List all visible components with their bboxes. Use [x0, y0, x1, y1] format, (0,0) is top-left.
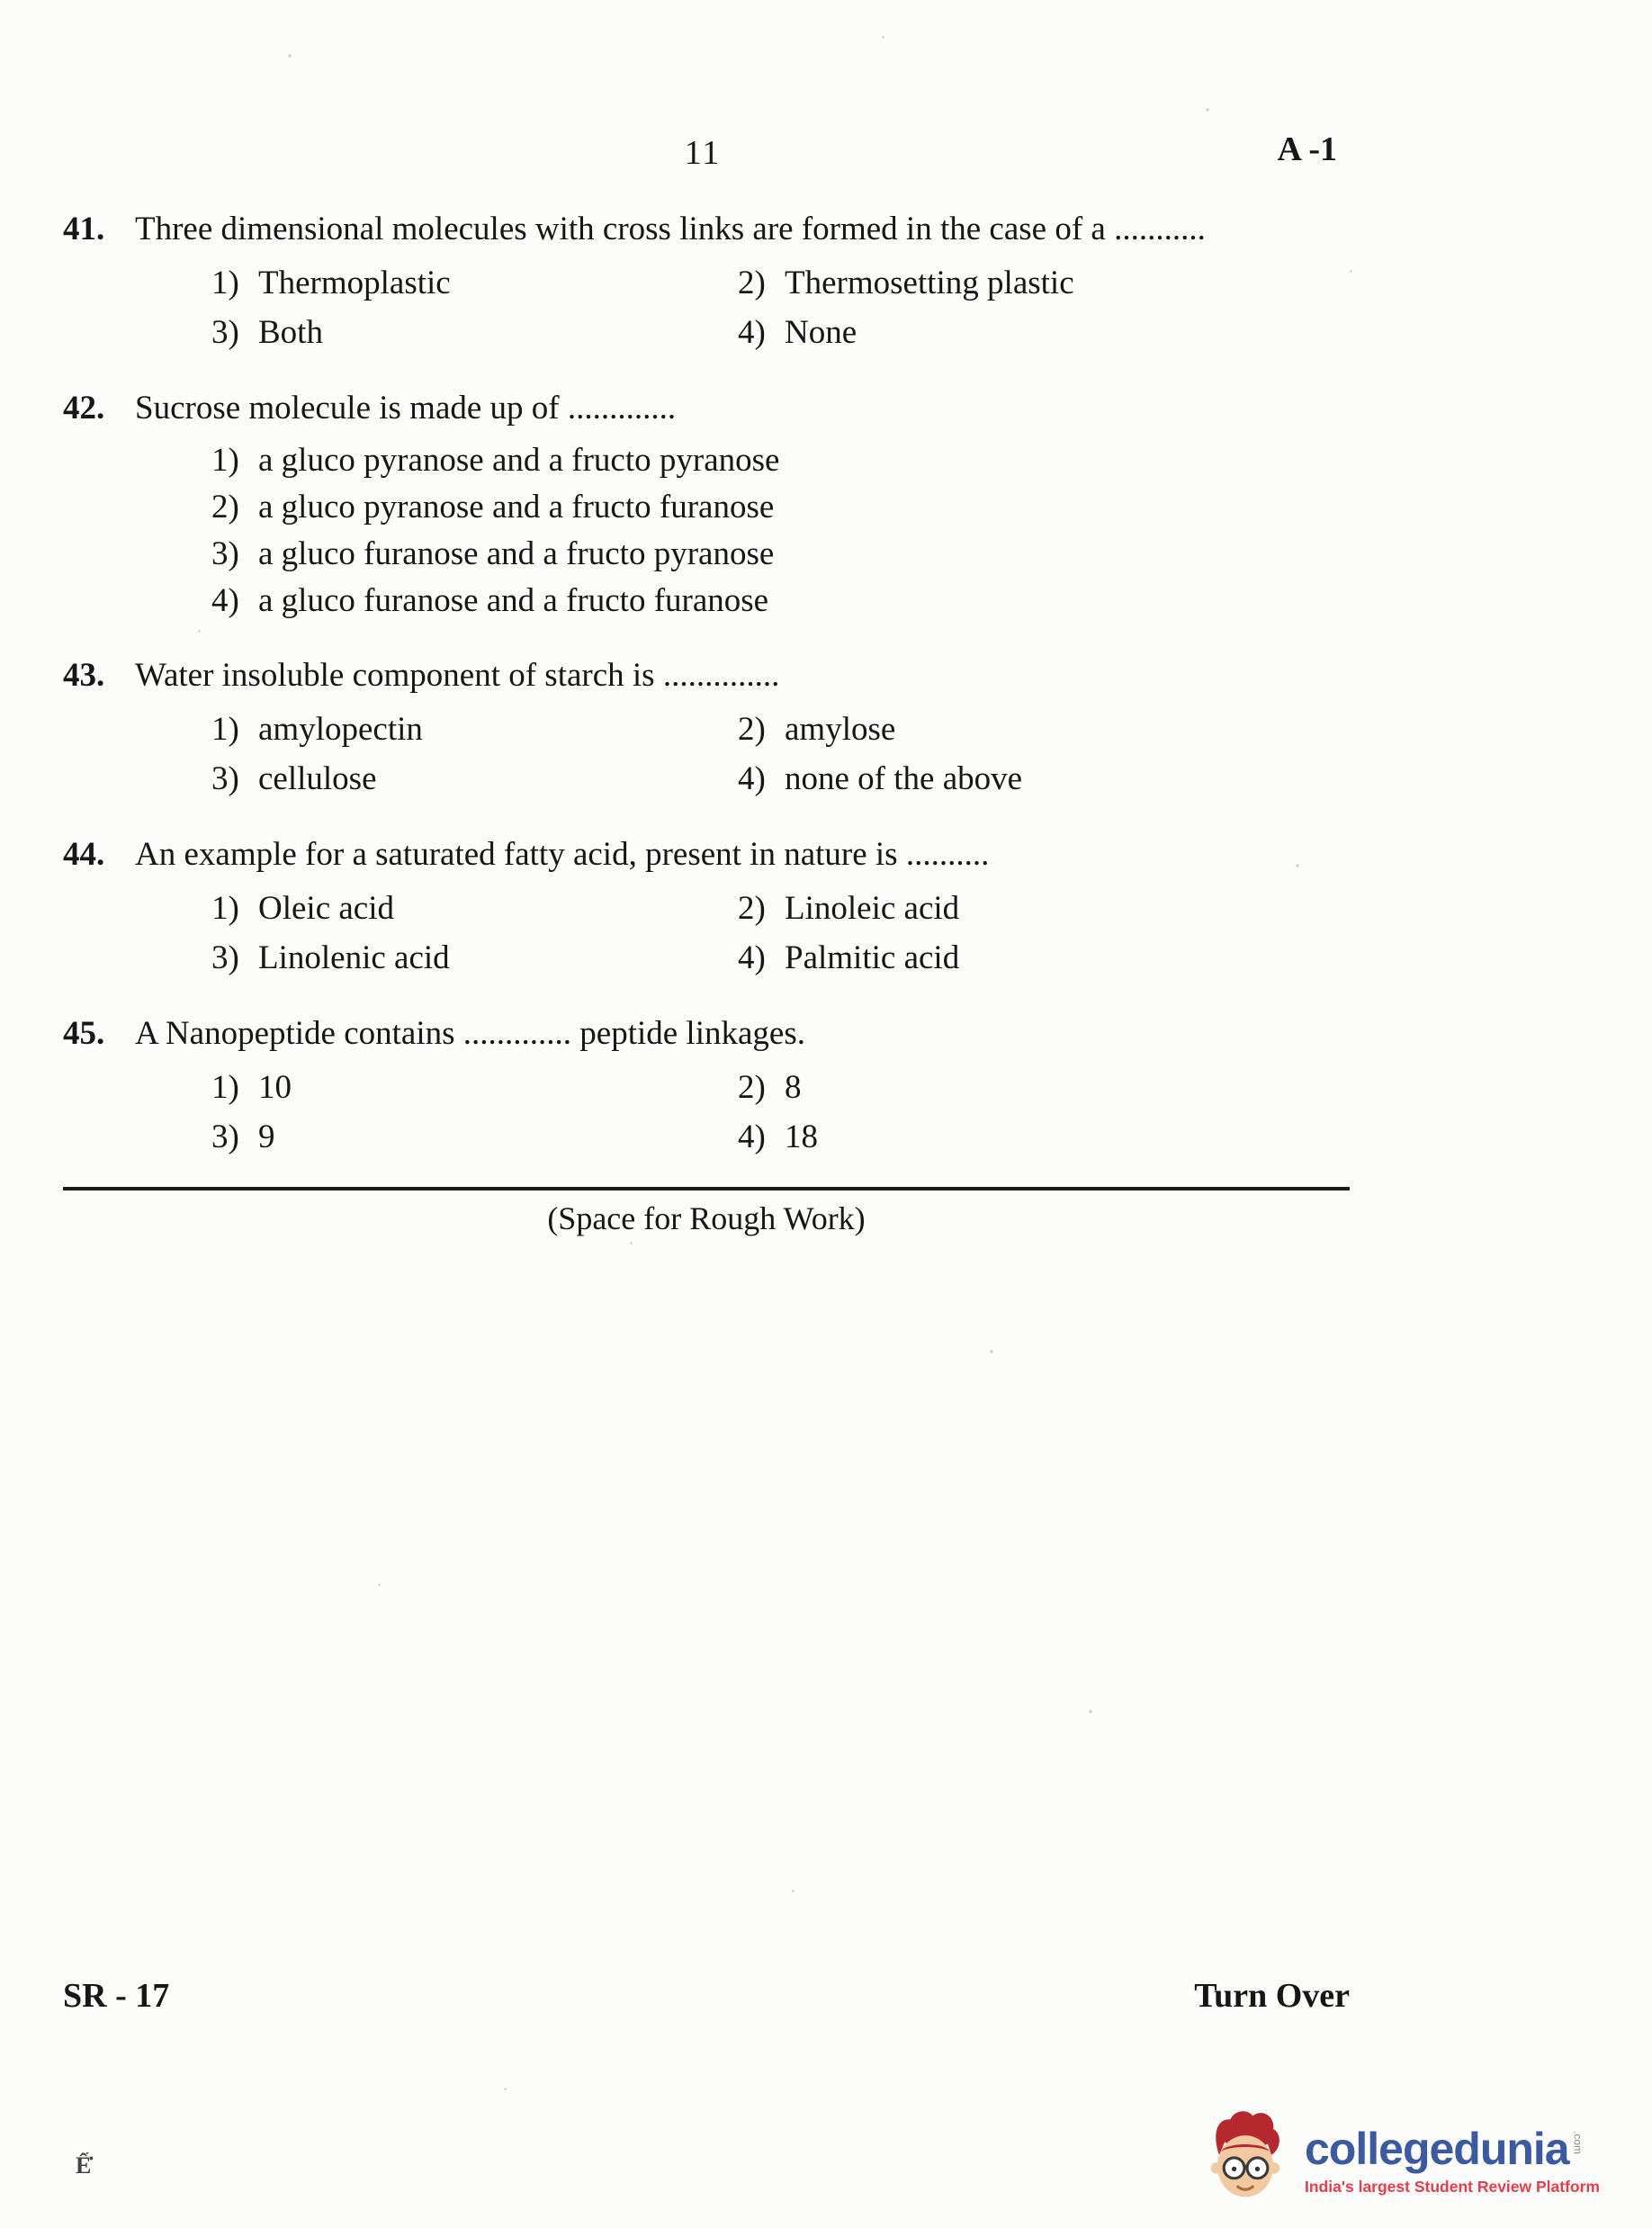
option-text: a gluco furanose and a fructo pyranose: [258, 535, 775, 572]
option-text: Oleic acid: [258, 890, 394, 927]
option-label: 3): [211, 939, 239, 976]
option-text: Linoleic acid: [785, 890, 960, 927]
option-label: 1): [211, 265, 239, 301]
question-number: 42.: [63, 390, 105, 427]
option-label: 1): [211, 442, 239, 479]
option-label: 1): [211, 1069, 239, 1106]
option: [738, 933, 1350, 983]
option: [738, 1112, 1350, 1162]
option: [211, 1112, 738, 1162]
page-number: 11: [684, 134, 722, 172]
option-label: 1): [211, 890, 239, 927]
option-label: 2): [738, 890, 766, 927]
option: [211, 258, 738, 308]
turn-over-label: Turn Over: [1194, 1977, 1350, 2015]
option-label: 2): [738, 265, 766, 301]
option: [211, 705, 738, 754]
booklet-code: SR - 17: [63, 1977, 170, 2015]
question-text: An example for a saturated fatty acid, present in nature is ..........: [135, 836, 990, 873]
option-label: 3): [211, 1118, 239, 1155]
option: [211, 754, 738, 804]
option-text: Palmitic acid: [785, 939, 960, 976]
question-text: Water insoluble component of starch is ..............: [135, 657, 780, 694]
question-number: 41.: [63, 211, 105, 247]
option-text: 9: [258, 1118, 275, 1155]
option-text: Thermoplastic: [258, 265, 451, 301]
option: [738, 754, 1350, 804]
option: [211, 437, 1350, 484]
page-header: [63, 130, 1342, 173]
option: [211, 933, 738, 983]
option-label: 2): [738, 1069, 766, 1106]
rough-work-label: (Space for Rough Work): [547, 1200, 866, 1236]
option: [211, 308, 738, 357]
paper-code: A -1: [1277, 130, 1337, 168]
question-44: [63, 829, 1350, 983]
option: [738, 308, 1350, 357]
question-text: A Nanopeptide contains ............. peptide linkages.: [135, 1015, 805, 1052]
option-label: 3): [211, 760, 239, 797]
option-text: a gluco pyranose and a fructo pyranose: [258, 442, 780, 479]
rough-work-divider: [63, 1187, 1350, 1190]
option-label: 4): [738, 939, 766, 976]
option: [738, 705, 1350, 754]
option: [211, 884, 738, 933]
question-43: [63, 650, 1350, 804]
option-label: 4): [211, 582, 239, 619]
option-text: a gluco furanose and a fructo furanose: [258, 582, 769, 619]
option: [738, 258, 1350, 308]
question-text: Sucrose molecule is made up of .............: [135, 390, 677, 427]
question-text: Three dimensional molecules with cross links are formed in the case of a ...........: [135, 211, 1206, 247]
mascot-icon: [1199, 2107, 1292, 2215]
option: [738, 1063, 1350, 1112]
option-text: Both: [258, 314, 323, 351]
option-label: 4): [738, 760, 766, 797]
option-text: cellulose: [258, 760, 377, 797]
question-42: [63, 382, 1350, 624]
option-label: 4): [738, 314, 766, 351]
option-label: 2): [211, 489, 239, 526]
option: [211, 484, 1350, 531]
option-text: 8: [785, 1069, 802, 1106]
option: [211, 578, 1350, 624]
page-footer: [63, 1976, 1350, 2016]
brand-name: collegedunia: [1305, 2124, 1569, 2174]
question-number: 43.: [63, 657, 105, 694]
question-section: [63, 203, 1350, 1241]
option-label: 3): [211, 535, 239, 572]
option-text: Linolenic acid: [258, 939, 450, 976]
question-45: [63, 1008, 1350, 1162]
option-text: None: [785, 314, 857, 351]
brand-tagline: India's largest Student Review Platform: [1305, 2178, 1600, 2196]
option-text: amylopectin: [258, 711, 423, 748]
option: [211, 531, 1350, 578]
question-number: 44.: [63, 836, 105, 873]
brand-domain-suffix: .com: [1571, 2131, 1585, 2155]
question-41: [63, 203, 1350, 357]
option-label: 4): [738, 1118, 766, 1155]
option-text: a gluco pyranose and a fructo furanose: [258, 489, 775, 526]
option: [738, 884, 1350, 933]
option-text: 18: [785, 1118, 818, 1155]
option-text: 10: [258, 1069, 292, 1106]
option-text: none of the above: [785, 760, 1023, 797]
scan-artifact: Ế̇: [76, 2152, 92, 2179]
option-text: amylose: [785, 711, 896, 748]
option-label: 1): [211, 711, 239, 748]
option: [211, 1063, 738, 1112]
collegedunia-logo: [1199, 2107, 1600, 2215]
option-label: 3): [211, 314, 239, 351]
question-number: 45.: [63, 1015, 105, 1052]
option-text: Thermosetting plastic: [785, 265, 1074, 301]
option-label: 2): [738, 711, 766, 748]
